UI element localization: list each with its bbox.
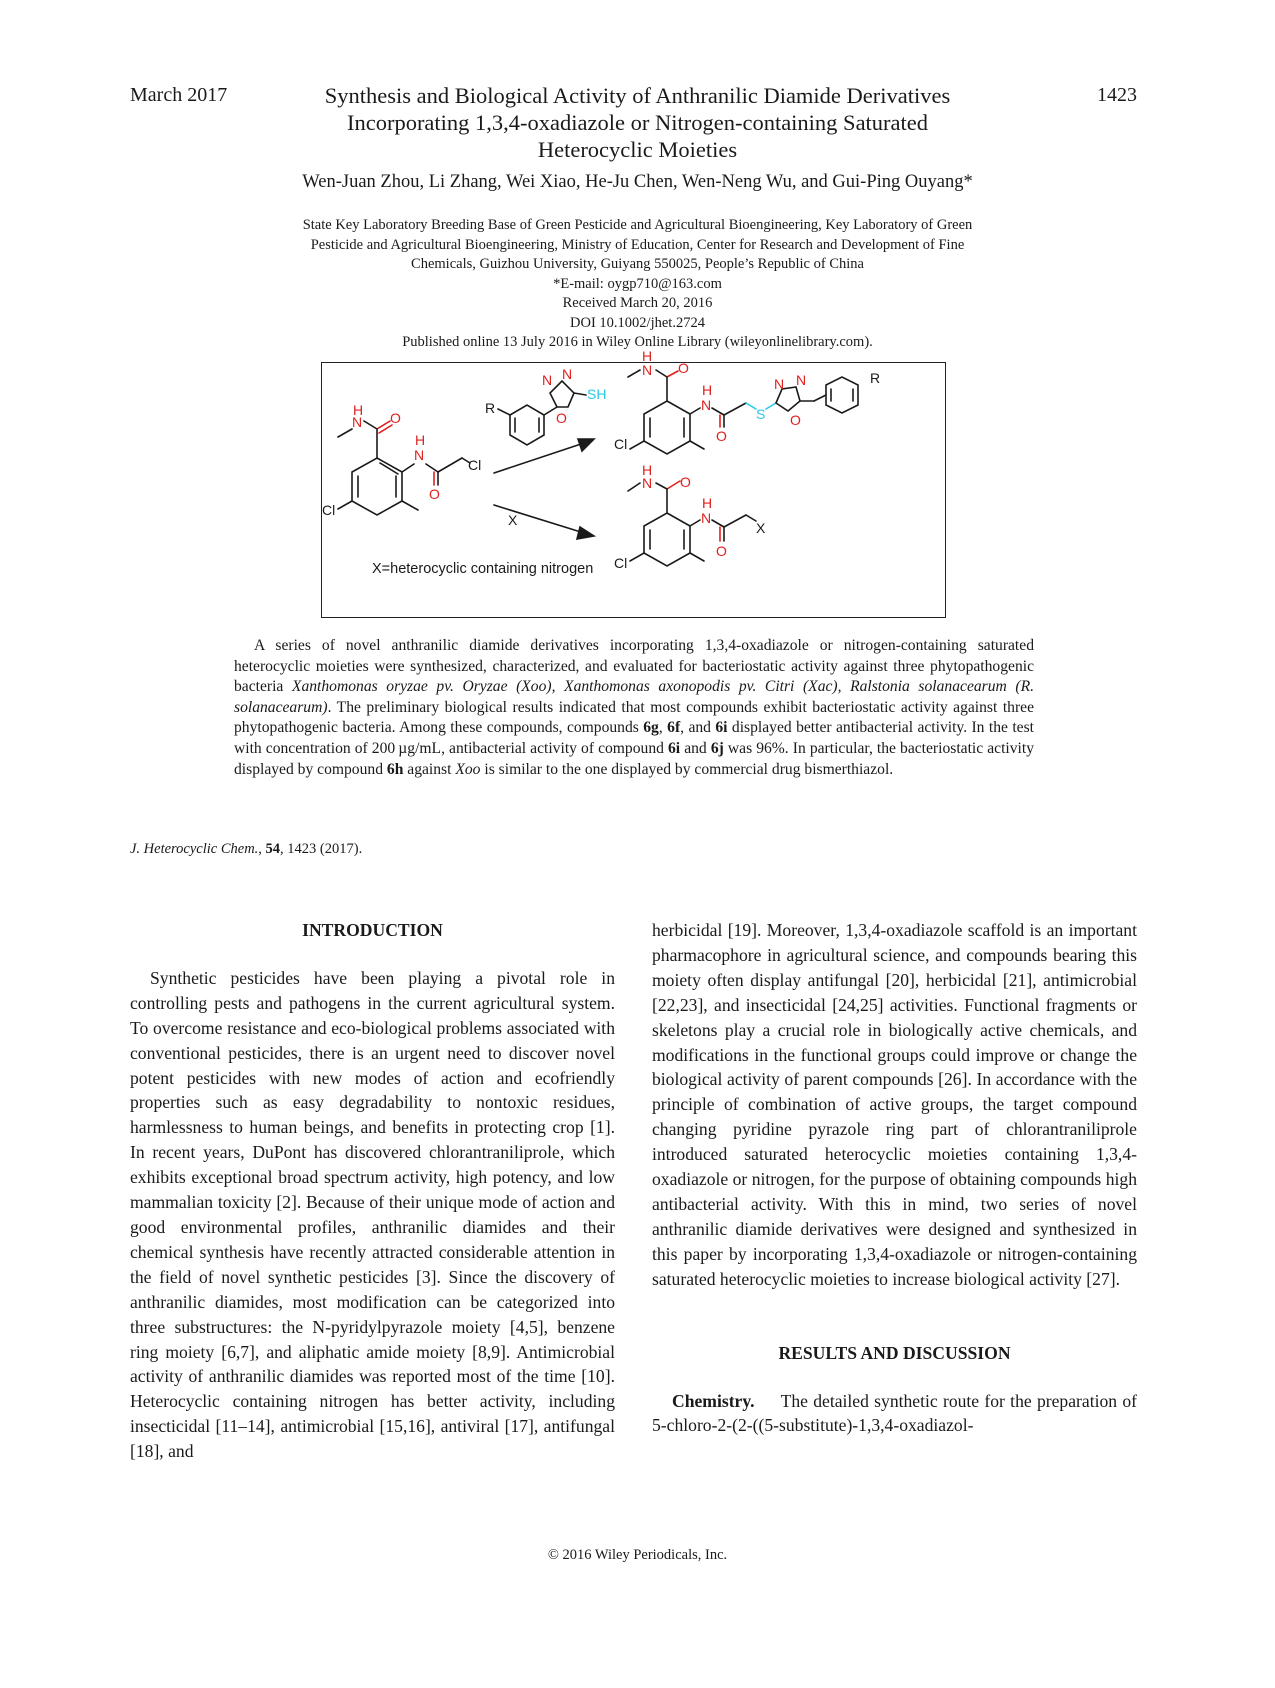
compound-6f: 6f — [667, 719, 681, 737]
affiliation-line-3: Chemicals, Guizhou University, Guiyang 550025, People’s Republic of China — [411, 256, 864, 272]
title-line-3: Heterocyclic Moieties — [537, 137, 738, 162]
p1-r-label: R — [870, 370, 881, 386]
p2-h-label: H — [642, 462, 653, 478]
p1-nh-n-label: N — [701, 397, 712, 413]
corresponding-email: *E-mail: oygp710@163.com — [553, 275, 722, 292]
introduction-heading: INTRODUCTION — [302, 920, 443, 940]
compound-6g: 6g — [643, 719, 659, 737]
abstract-text-2: . The preliminary biological results indicated that most compounds exhibit bacteriostatic activity against three phytopathogenic bacteria. Among these compounds, compounds — [234, 698, 1034, 737]
reagent-oxadiazole-ring — [550, 381, 574, 407]
abstract-text-1: A series of novel anthranilic diamide derivatives incorporating 1,3,4-oxadiazole or nitrogen-containing saturated heterocyclic moieties were synthesized, characterized, and evaluated for bacteriostatic activity against three phytopathogenic bacteria — [234, 637, 1034, 696]
start-cl-ring-label: Cl — [322, 502, 336, 518]
introduction-continued: herbicidal [19]. Moreover, 1,3,4-oxadiazole scaffold is an important pharmacophore in agricultural science, and compounds bearing this moiety often display antifungal [20], herbicidal [21], antimicrobial [22,23], and insecticidal [24,25] activities. Functional fragments or skeletons play a crucial role in biologically active chemicals, and modifications in the functional groups could improve or change the biological activity of parent compounds [26]. In accordance with the principle of combination of active groups, the target compound changing pyridine pyrazole ring part of chlorantraniliprole introduced saturated heterocyclic moieties containing 1,3,4-oxadiazole or nitrogen, for the purpose of obtaining compounds high antibacterial activity. With this in mind, two series of novel anthranilic diamide derivatives were designed and synthesized in this paper by incorporating 1,3,4-oxadiazole or nitrogen-containing saturated heterocyclic moieties to increase biological activity [27]. — [652, 920, 1137, 1289]
affiliation-line-1: State Key Laboratory Breeding Base of Green Pesticide and Agricultural Bioengineering, Key Laboratory of Green — [302, 217, 973, 233]
start-n-label: N — [352, 414, 363, 430]
title-line-2: Incorporating 1,3,4-oxadiazole or Nitrogen-containing Saturated — [346, 110, 929, 135]
start-nh-h-label: H — [415, 432, 426, 448]
abstract-xoo: Xoo — [455, 760, 481, 778]
reagent-n2-label: N — [562, 366, 573, 382]
reagent-sh-label: SH — [587, 386, 607, 402]
affiliation-block — [220, 216, 1055, 353]
abstract-sep-1: , — [658, 719, 668, 737]
journal-citation — [130, 841, 362, 858]
p1-amide-o-label: O — [716, 428, 727, 444]
reagent-o-label: O — [556, 410, 567, 426]
introduction-paragraph: Synthetic pesticides have been playing a pivotal role in controlling pests and pathogens in the current agricultural system. To overcome resistance and eco-biological problems associated with conventional pesticides, there is an urgent need to discover novel potent pesticides with new modes of action and ecofriendly properties such as easy degradability to nontoxic residues, harmlessness to human beings, and benefits in protecting crop [1]. In recent years, DuPont has discovered chlorantraniliprole, which exhibits exceptional broad spectrum activity, high potency, and low mammalian toxicity [2]. Because of their unique mode of action and good environmental profiles, anthranilic diamides and their chemical synthesis have recently attracted considerable attention in the field of novel synthetic pesticides [3]. Since the discovery of anthranilic diamides, most modification can be categorized into three substructures: the N-pyridylpyrazole moiety [4,5], benzene ring moiety [6,7], and aliphatic amide moiety [8,9]. Antimicrobial activity of anthranilic diamides was reported most of the time [10]. Heterocyclic containing nitrogen has better activity, including insecticidal [11–14], antimicrobial [15,16], antiviral [17], antifungal [18], and — [130, 967, 615, 1462]
reagent-x-label: X — [508, 512, 518, 528]
start-cl-chain-label: Cl — [468, 457, 482, 473]
p1-nh-h-label: H — [702, 382, 713, 398]
p1-s-label: S — [756, 406, 766, 422]
abstract — [234, 636, 1034, 780]
p2-o-label: O — [680, 474, 691, 490]
abstract-bacteria-names: Xanthomonas oryzae pv. Oryzae (Xoo), Xanthomonas axonopodis pv. Citri (Xac), Ralstonia solanacearum (R. solanacearum) — [234, 678, 1034, 716]
chemistry-paragraph — [652, 1389, 1137, 1439]
product-1-benzene-ring — [644, 401, 690, 454]
article-title — [260, 82, 1015, 163]
abstract-text-6: is similar to the one displayed by commercial drug bismerthiazol. — [480, 760, 894, 778]
p2-x-label: X — [756, 520, 766, 536]
published-online: Published online 13 July 2016 in Wiley Online Library (wileyonlinelibrary.com). — [402, 334, 873, 350]
start-amide-o-label: O — [429, 486, 440, 502]
author-list: Wen-Juan Zhou, Li Zhang, Wei Xiao, He-Ju Chen, Wen-Neng Wu, and Gui-Ping Ouyang* — [302, 172, 973, 192]
product-2-benzene-ring — [644, 513, 690, 566]
start-nh-n-label: N — [414, 447, 425, 463]
compound-6i-second: 6i — [668, 739, 681, 757]
compound-6i: 6i — [715, 719, 728, 737]
journal-name: J. Heterocyclic Chem. — [130, 841, 259, 857]
affiliation-line-2: Pesticide and Agricultural Bioengineering, Ministry of Education, Center for Research and Development of Fine — [310, 236, 965, 253]
received-date: Received March 20, 2016 — [562, 295, 713, 311]
p1-h-label: H — [642, 348, 653, 364]
journal-volume: 54 — [265, 841, 281, 857]
p2-nh-h-label: H — [702, 495, 713, 511]
p1-cl-label: Cl — [614, 436, 628, 452]
abstract-text-4: was 96%. In particular, the bacteriostatic activity displayed by compound — [234, 739, 1035, 778]
reagent-n1-label: N — [542, 372, 553, 388]
start-h-label: H — [353, 402, 364, 418]
p1-o-label: O — [678, 360, 689, 376]
p1-n1-label: N — [774, 376, 785, 392]
start-benzene-ring — [352, 458, 402, 515]
citation-pages-year: , 1423 (2017). — [280, 841, 363, 857]
results-heading: RESULTS AND DISCUSSION — [778, 1342, 1011, 1363]
scheme-caption: X=heterocyclic containing nitrogen — [372, 561, 594, 577]
compound-6h: 6h — [386, 760, 404, 778]
reaction-scheme — [321, 348, 946, 618]
running-header-date: March 2017 — [130, 84, 228, 106]
reagent-r-label: R — [485, 400, 496, 416]
left-column — [130, 918, 615, 1464]
p2-amide-o-label: O — [716, 543, 727, 559]
abstract-text-3: displayed better antibacterial activity. In the test with concentration of 200 µg/mL, antibacterial activity of compound — [234, 719, 1034, 757]
p2-n-label: N — [642, 475, 653, 491]
reaction-scheme-drawing — [322, 348, 944, 616]
right-column — [652, 918, 1137, 1438]
p2-cl-label: Cl — [614, 555, 628, 571]
start-o-label: O — [390, 410, 401, 426]
page-number: 1423 — [1097, 84, 1137, 106]
p2-nh-n-label: N — [701, 510, 712, 526]
compound-6j: 6j — [710, 739, 724, 757]
chemistry-subheading: Chemistry. — [672, 1390, 755, 1411]
abstract-sep-2: , and — [680, 719, 716, 737]
doi: DOI 10.1002/jhet.2724 — [570, 314, 705, 331]
p1-o-ring-label: O — [790, 412, 801, 428]
title-line-1: Synthesis and Biological Activity of Anthranilic Diamide Derivatives — [324, 83, 951, 108]
copyright-footer: © 2016 Wiley Periodicals, Inc. — [547, 1547, 728, 1563]
abstract-text-5: against — [403, 760, 456, 778]
citation-sep: , — [258, 841, 266, 857]
chemistry-text: The detailed synthetic route for the preparation of 5-chloro-2-(2-((5-substitute)-1,3,4-oxadiazol- — [652, 1390, 1137, 1436]
p1-n2-label: N — [796, 372, 807, 388]
p1-n-label: N — [642, 362, 653, 378]
abstract-and: and — [680, 739, 711, 757]
